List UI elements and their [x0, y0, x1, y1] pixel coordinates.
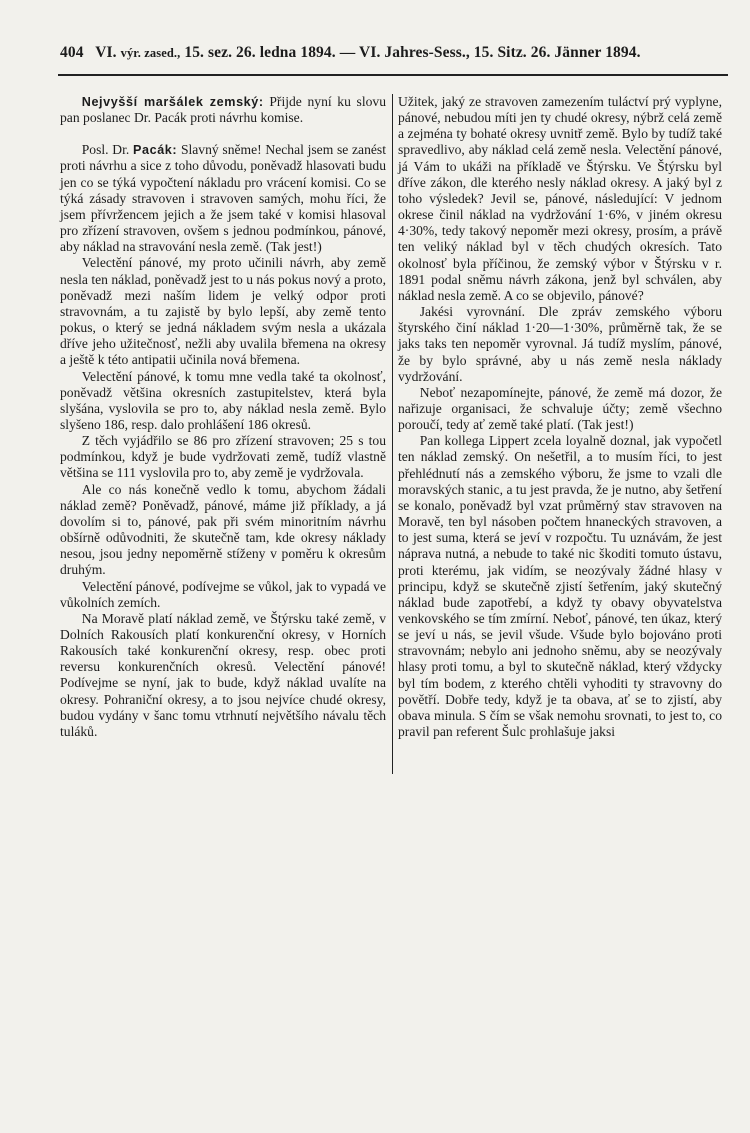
- paragraph: Pan kollega Lippert zcela loyalně doznal, jak vypočetl ten náklad zemský. On nešetřil, a to musím říci, to jest přehlédnutí nás a zemského výboru, že jsme to vzali dle moravských stanic, a tu jest pravda, že je nutno, aby šetření se konalo, poněvadž byl vzat průměrný stav stravoven na Moravě, ten byl násoben počtem hnaneckých stravoven, a to jest suma, která se jeví v rozpočtu. Tu uznávám, že jest náprava nutná, a nebude to také nic škoditi tomuto ústavu, proti kterému, jak vidím, se neozývaly žádné hlasy v principu, když se skutečně zjistí šetřením, jaký skutečný náklad bude zapotřebí, a když ty obavy obyvatelstva venkovského se tím zmírní. Neboť, pánové, ten úkaz, který se jeví u nás, se jevil všude. Všude bylo bojováno proti stravovnám; nebylo ani jednoho sněmu, aby se neozývaly hlasy proti tomu, a byl to skutečně náklad, který vždycky byl tím bodem, z kterého chtěli vyhoditi ty stravovny do povětří. Dobře tedy, když je ta obava, ať se to zjistí, aby obava minula. S čím se však nemohu srovnati, to jest to, co pravil pan referent Šulc prohlašuje jaksi: [398, 433, 722, 740]
- page-header: [60, 44, 720, 62]
- speaker-name: Pacák:: [133, 143, 178, 158]
- left-column: [60, 94, 386, 740]
- paragraph: Z těch vyjádřilo se 86 pro zřízení stravoven; 25 s tou podmínkou, když je bude vydržovati země, tudíž vlastně většina se 111 vyslovila pro to, aby země je vydržovala.: [60, 433, 386, 481]
- paragraph-text: Slavný sněme! Nechal jsem se zanést proti návrhu a sice z toho důvodu, poněvadž hlasovati budu jen co se týká vypočtení nákladu pro vrácení komisi. Co se týká zásady stravoven i stravoven samých, mohu říci, že jsem přívržencem jejich a že jsem také v komisi hlasoval pro zřízení stravoven, ovšem s jednou podmínkou, pánové, aby náklad na stravování nesla země. (Tak jest!): [60, 142, 386, 255]
- header-dash: —: [339, 44, 356, 61]
- header-vyr-abbrev: výr. zased.,: [120, 46, 181, 60]
- paragraph: Velectění pánové, k tomu mne vedla také ta okolnosť, poněvadž většina okresních zastupitelstev, která byla slyšána, vyslovila se pro to, aby náklad nesla země. Bylo slyšeno 186, resp. dalo prohlášení 186 okresů.: [60, 368, 386, 432]
- paragraph-text: Přijde nyní ku slovu pan poslanec Dr. Pacák proti návrhu komise.: [60, 94, 387, 126]
- paragraph: Užitek, jaký ze stravoven zamezením tuláctví prý vyplyne, pánové, nebudou míti jen ty chudé okresy, nýbrž celá země a zejména ty bohaté okresy uvnitř země. Bylo by tudíž také spravedlivo, aby náklad celá země nesla. Velectění pánové, já Vám to ukáži na příkladě ve Štýrsku. Ve Štýrsku byl dříve zákon, dle kterého nesly náklad okresy. A jaký byl z toho výsledek? Jevil se, pánové, následující: V jednom okrese činil náklad na vydržování 1·6%, v jiném okresu 4·30%, tedy takový nepoměr mezi okresy, prosím, a právě ten veliký náklad byl v těch chudých okresích. Tato okolnosť byla příčinou, že zemský výbor v Štýrsku v r. 1891 podal sněmu návrh zákona, jenž byl schválen, aby náklad nesla země. A co se objevilo, pánové?: [398, 94, 722, 303]
- header-rule: [58, 74, 728, 76]
- speaker-name: Nejvyšší maršálek zemský:: [81, 95, 264, 109]
- paragraph: Velectění pánové, podívejme se vůkol, jak to vypadá ve vůkolních zemích.: [60, 578, 386, 610]
- paragraph: Neboť nezapomínejte, pánové, že země má dozor, že nařizuje organisaci, že schvaluje účty; země všechno poroučí, tedy ať země také platí. (Tak jest!): [398, 384, 722, 433]
- header-cz-date: 15. sez. 26. ledna 1894.: [184, 44, 336, 61]
- paragraph: Na Moravě platí náklad země, ve Štýrsku také země, v Dolních Rakousích platí konkurenční okresy, v Horních Rakousích také konkurenční okresy, resp. obec proti reversu konkurenčních okresů. Velectění pánové! Podívejme se nyní, jak to bude, když náklad uvalíte na okresy. Pohraniční okresy, a to jsou nejvíce chudé okresy, budou vydány v šanc tomu vtrhnutí největšího návalu těch tuláků.: [60, 610, 386, 739]
- speaker-prefix: Posl. Dr.: [81, 142, 130, 158]
- right-column: [398, 94, 722, 740]
- column-divider: [392, 94, 393, 774]
- paragraph: Jakési vyrovnání. Dle zpráv zemského výboru štyrského činí náklad 1·20—1·30%, průměrně tak, že se jaks taks ten nepoměr vyrovnal. Já tudíž myslím, pánové, že by bylo správné, aby u nás země nesla náklady vydržování.: [398, 304, 722, 384]
- paragraph: [60, 94, 386, 126]
- header-vi-left: VI.: [95, 44, 117, 61]
- paragraph: [60, 142, 386, 255]
- paragraph: Ale co nás konečně vedlo k tomu, abychom žádali náklad země? Poněvadž, pánové, máme již příklady, a já dovolím si to, pánové, pak při svém minoritním návrhu obšírně odůvodniti, že skutečně tam, kde okresy náklady nesou, jsou jedny nepoměrně stíženy v poměru k okresům druhým.: [60, 481, 386, 578]
- page-number: 404: [60, 44, 84, 61]
- paragraph: Velectění pánové, my proto učinili návrh, aby země nesla ten náklad, poněvadž jest to u nás pokus nový a proto, poněvadž mezi naším lidem je velký odpor proti stravovnám, a tu zajistě by bylo lepší, aby země tento pokus, o který se jedná nákladem svým nesla a ukázala dříve jeho užitečnosť, nežli aby uvalila břemena na okresy a ještě k této antipatii učinila nová břemena.: [60, 255, 386, 368]
- header-de-session: VI. Jahres-Sess., 15. Sitz. 26. Jänner 1894.: [359, 44, 641, 61]
